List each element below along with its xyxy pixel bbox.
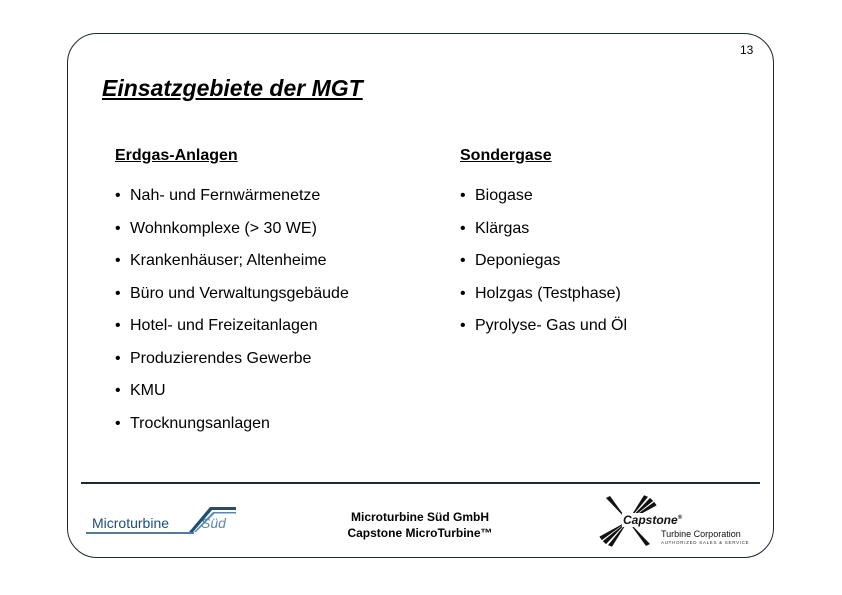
capstone-tagline: AUTHORIZED SALES & SERVICE bbox=[661, 540, 750, 545]
list-item-text: Holzgas (Testphase) bbox=[475, 284, 621, 302]
left-bullet-list bbox=[115, 186, 349, 446]
list-item-text: Krankenhäuser; Altenheime bbox=[130, 252, 327, 269]
list-item bbox=[115, 381, 349, 414]
right-bullet-list bbox=[460, 186, 627, 349]
bullet-icon: • bbox=[460, 252, 466, 269]
right-column-heading: Sondergase bbox=[460, 147, 552, 164]
bullet-icon: • bbox=[115, 284, 121, 302]
list-item-text: Büro und Verwaltungsgebäude bbox=[130, 284, 349, 302]
list-item bbox=[115, 316, 349, 349]
microturbine-logo-text: Microturbine bbox=[92, 515, 170, 531]
capstone-logo-text bbox=[622, 513, 683, 527]
left-column-heading: Erdgas-Anlagen bbox=[115, 147, 238, 164]
microturbine-sued-logo bbox=[86, 504, 236, 538]
list-item bbox=[460, 251, 627, 284]
list-item-text: Trocknungsanlagen bbox=[130, 414, 270, 432]
page-number: 13 bbox=[740, 43, 754, 57]
capstone-corporation-text: Turbine Corporation bbox=[661, 529, 741, 539]
list-item bbox=[115, 219, 349, 252]
list-item bbox=[115, 349, 349, 382]
bullet-icon: • bbox=[115, 317, 121, 334]
bullet-icon: • bbox=[115, 414, 121, 432]
list-item-text: Produzierendes Gewerbe bbox=[130, 349, 312, 367]
footer-company bbox=[300, 509, 540, 541]
list-item-text: KMU bbox=[130, 382, 166, 399]
bullet-icon: • bbox=[115, 252, 121, 269]
bullet-icon: • bbox=[115, 349, 121, 367]
list-item bbox=[460, 316, 627, 349]
list-item-text: Wohnkomplexe (> 30 WE) bbox=[130, 219, 317, 237]
bullet-icon: • bbox=[460, 187, 466, 204]
list-item-text: Hotel- und Freizeitanlagen bbox=[130, 317, 318, 334]
list-item bbox=[460, 284, 627, 317]
bullet-icon: • bbox=[460, 284, 466, 302]
left-column bbox=[115, 146, 349, 446]
list-item bbox=[460, 186, 627, 219]
trademark-symbol: ® bbox=[677, 515, 683, 521]
capstone-logo bbox=[598, 492, 758, 550]
bullet-icon: • bbox=[460, 317, 466, 334]
footer-divider bbox=[81, 482, 760, 484]
footer-product-name: Capstone MicroTurbine™ bbox=[347, 526, 493, 540]
list-item bbox=[460, 219, 627, 252]
bullet-icon: • bbox=[460, 219, 466, 237]
right-column bbox=[460, 146, 627, 349]
list-item-text: Klärgas bbox=[475, 219, 530, 237]
list-item-text: Deponiegas bbox=[475, 252, 561, 269]
bullet-icon: • bbox=[115, 382, 121, 399]
list-item bbox=[115, 414, 349, 447]
list-item-text: Nah- und Fernwärmenetze bbox=[130, 187, 321, 204]
sued-logo-text: Süd bbox=[201, 515, 226, 531]
footer-company-name: Microturbine Süd GmbH bbox=[351, 510, 489, 524]
list-item bbox=[115, 251, 349, 284]
capstone-name: Capstone bbox=[623, 513, 678, 527]
list-item bbox=[115, 284, 349, 317]
list-item-text: Pyrolyse- Gas und Öl bbox=[475, 317, 628, 334]
bullet-icon: • bbox=[115, 219, 121, 237]
list-item bbox=[115, 186, 349, 219]
slide-title: Einsatzgebiete der MGT bbox=[102, 75, 363, 101]
bullet-icon: • bbox=[115, 187, 121, 204]
list-item-text: Biogase bbox=[475, 187, 533, 204]
